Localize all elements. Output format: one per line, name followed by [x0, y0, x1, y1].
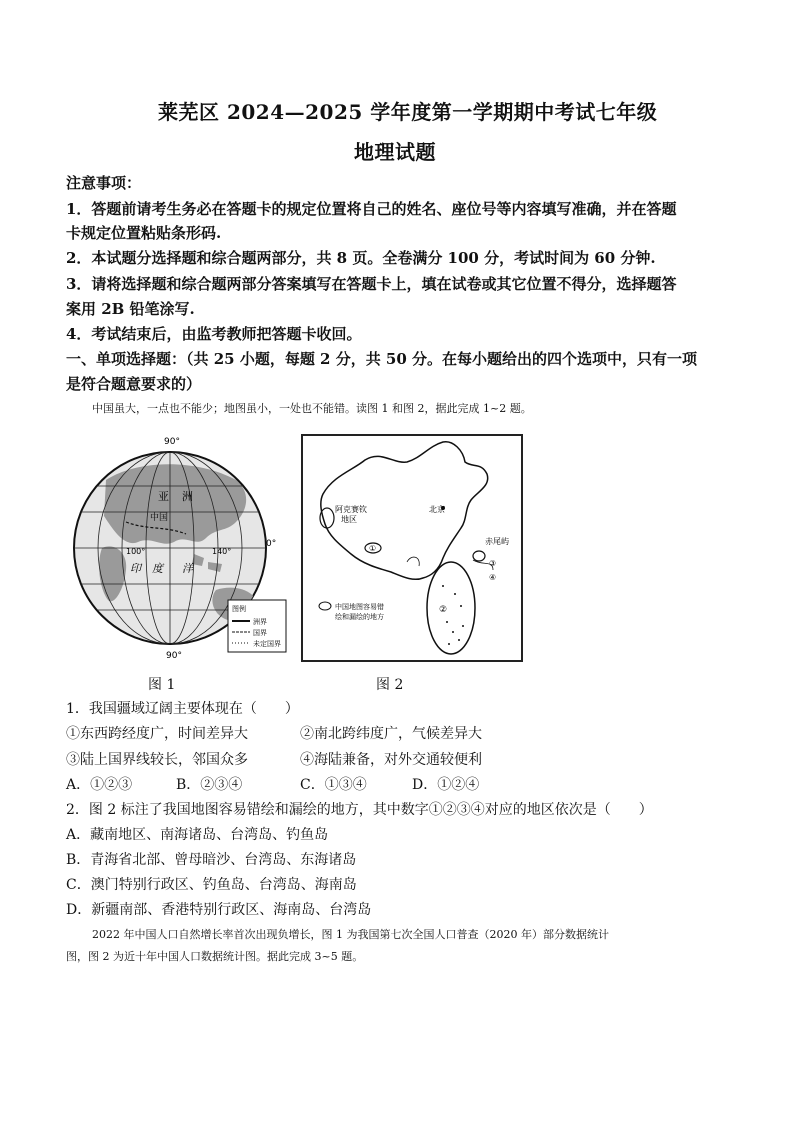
figure-2-legend [319, 602, 384, 621]
intro-q1-2: 中国虽大，一点也不能少；地图虽小，一处也不能错。读图 1 和图 2，据此完成 1~2 题。 [92, 402, 532, 415]
label-china: 中国 [150, 513, 169, 523]
label-aksai-2: 地区 [341, 515, 357, 524]
q2-stem: 2．图 2 标注了我国地图容易错绘和漏绘的地方，其中数字①②③④对应的地区依次是（ ） [66, 802, 653, 818]
q1-option-3: ③陆上国界线较长，邻国众多 [66, 752, 248, 768]
label-100e: 100° [126, 547, 146, 556]
notice-heading: 注意事项： [66, 174, 142, 192]
q1-choice-d[interactable]: D．①②④ [412, 777, 480, 793]
notice-item-2: 2．本试题分选择题和综合题两部分，共 8 页。全卷满分 100 分，考试时间为 60 分钟. [66, 249, 656, 267]
label-90n: 90° [164, 437, 180, 447]
label-ocean-2: 度 [152, 562, 163, 575]
legend-text-2: 绘和漏绘的地方 [335, 613, 384, 621]
exam-title: 莱芜区 2024—2025 学年度第一学期期中考试七年级 [158, 100, 658, 124]
notice-item-3: 3．请将选择题和综合题两部分答案填写在答题卡上，填在试卷或其它位置不得分，选择题答 [66, 275, 677, 293]
q1-option-2: ②南北跨纬度广，气候差异大 [300, 726, 482, 742]
figure-2-caption: 图 2 [376, 677, 404, 693]
label-equator: 0° [266, 539, 277, 549]
label-ocean-1: 印 [130, 562, 141, 575]
globe-map [66, 430, 290, 662]
legend-text-1: 中国地图容易错 [335, 603, 384, 611]
q1-option-4: ④海陆兼备，对外交通较便利 [300, 752, 482, 768]
q2-choice-d[interactable]: D．新疆南部、香港特别行政区、海南岛、台湾岛 [66, 902, 372, 918]
exam-subtitle: 地理试题 [354, 140, 436, 164]
label-aksai: 阿克赛钦 [335, 505, 367, 514]
label-ocean-3: 洋 [182, 562, 193, 575]
q2-choice-b[interactable]: B．青海省北部、曾母暗沙、台湾岛、东海诸岛 [66, 852, 357, 868]
marker-4: ④ [489, 573, 497, 582]
q2-choice-c[interactable]: C．澳门特别行政区、钓鱼岛、台湾岛、海南岛 [66, 877, 357, 893]
section-heading-cont: 是符合题意要求的） [66, 375, 202, 393]
notice-item-4: 4．考试结束后，由监考教师把答题卡收回。 [66, 325, 362, 343]
legend-title: 图例 [232, 605, 246, 613]
q1-choice-c[interactable]: C．①③④ [300, 777, 367, 793]
legend-continent: 洲界 [253, 618, 267, 626]
label-chiwei: 赤尾屿 [485, 537, 509, 546]
label-beijing: 北京 [429, 505, 445, 514]
marker-1: ① [369, 544, 377, 553]
figure-1-globe [66, 430, 290, 662]
label-140e: 140° [212, 547, 232, 556]
label-asia: 亚 [158, 490, 169, 503]
q2-choice-a[interactable]: A．藏南地区、南海诸岛、台湾岛、钓鱼岛 [66, 827, 329, 843]
q1-choice-b[interactable]: B．②③④ [176, 777, 243, 793]
q1-stem: 1．我国疆域辽阔主要体现在（ ） [66, 701, 299, 717]
notice-item-3-cont: 案用 2B 铅笔涂写. [66, 300, 195, 318]
q1-option-1: ①东西跨经度广，时间差异大 [66, 726, 248, 742]
notice-item-1-cont: 卡规定位置粘贴条形码. [66, 224, 222, 242]
label-zhou: 洲 [182, 490, 193, 503]
china-map [303, 436, 521, 660]
figure-1-legend [228, 600, 286, 652]
q1-choice-a[interactable]: A．①②③ [66, 777, 133, 793]
figure-1-caption: 图 1 [148, 677, 176, 693]
legend-undetermined: 未定国界 [253, 640, 281, 648]
section-heading: 一、单项选择题：（共 25 小题，每题 2 分，共 50 分。在每小题给出的四个选项中，只有一项 [66, 350, 698, 368]
label-90s: 90° [166, 651, 182, 661]
figure-2-china-map [301, 434, 523, 662]
intro-q3-5-cont: 图，图 2 为近十年中国人口数据统计图。据此完成 3~5 题。 [66, 950, 364, 963]
notice-item-1: 1．答题前请考生务必在答题卡的规定位置将自己的姓名、座位号等内容填写准确，并在答题 [66, 200, 677, 218]
marker-3: ③ [489, 559, 497, 568]
marker-2: ② [439, 605, 448, 615]
legend-border: 国界 [253, 629, 267, 637]
intro-q3-5: 2022 年中国人口自然增长率首次出现负增长，图 1 为我国第七次全国人口普查（2020 年）部分数据统计 [92, 928, 609, 941]
